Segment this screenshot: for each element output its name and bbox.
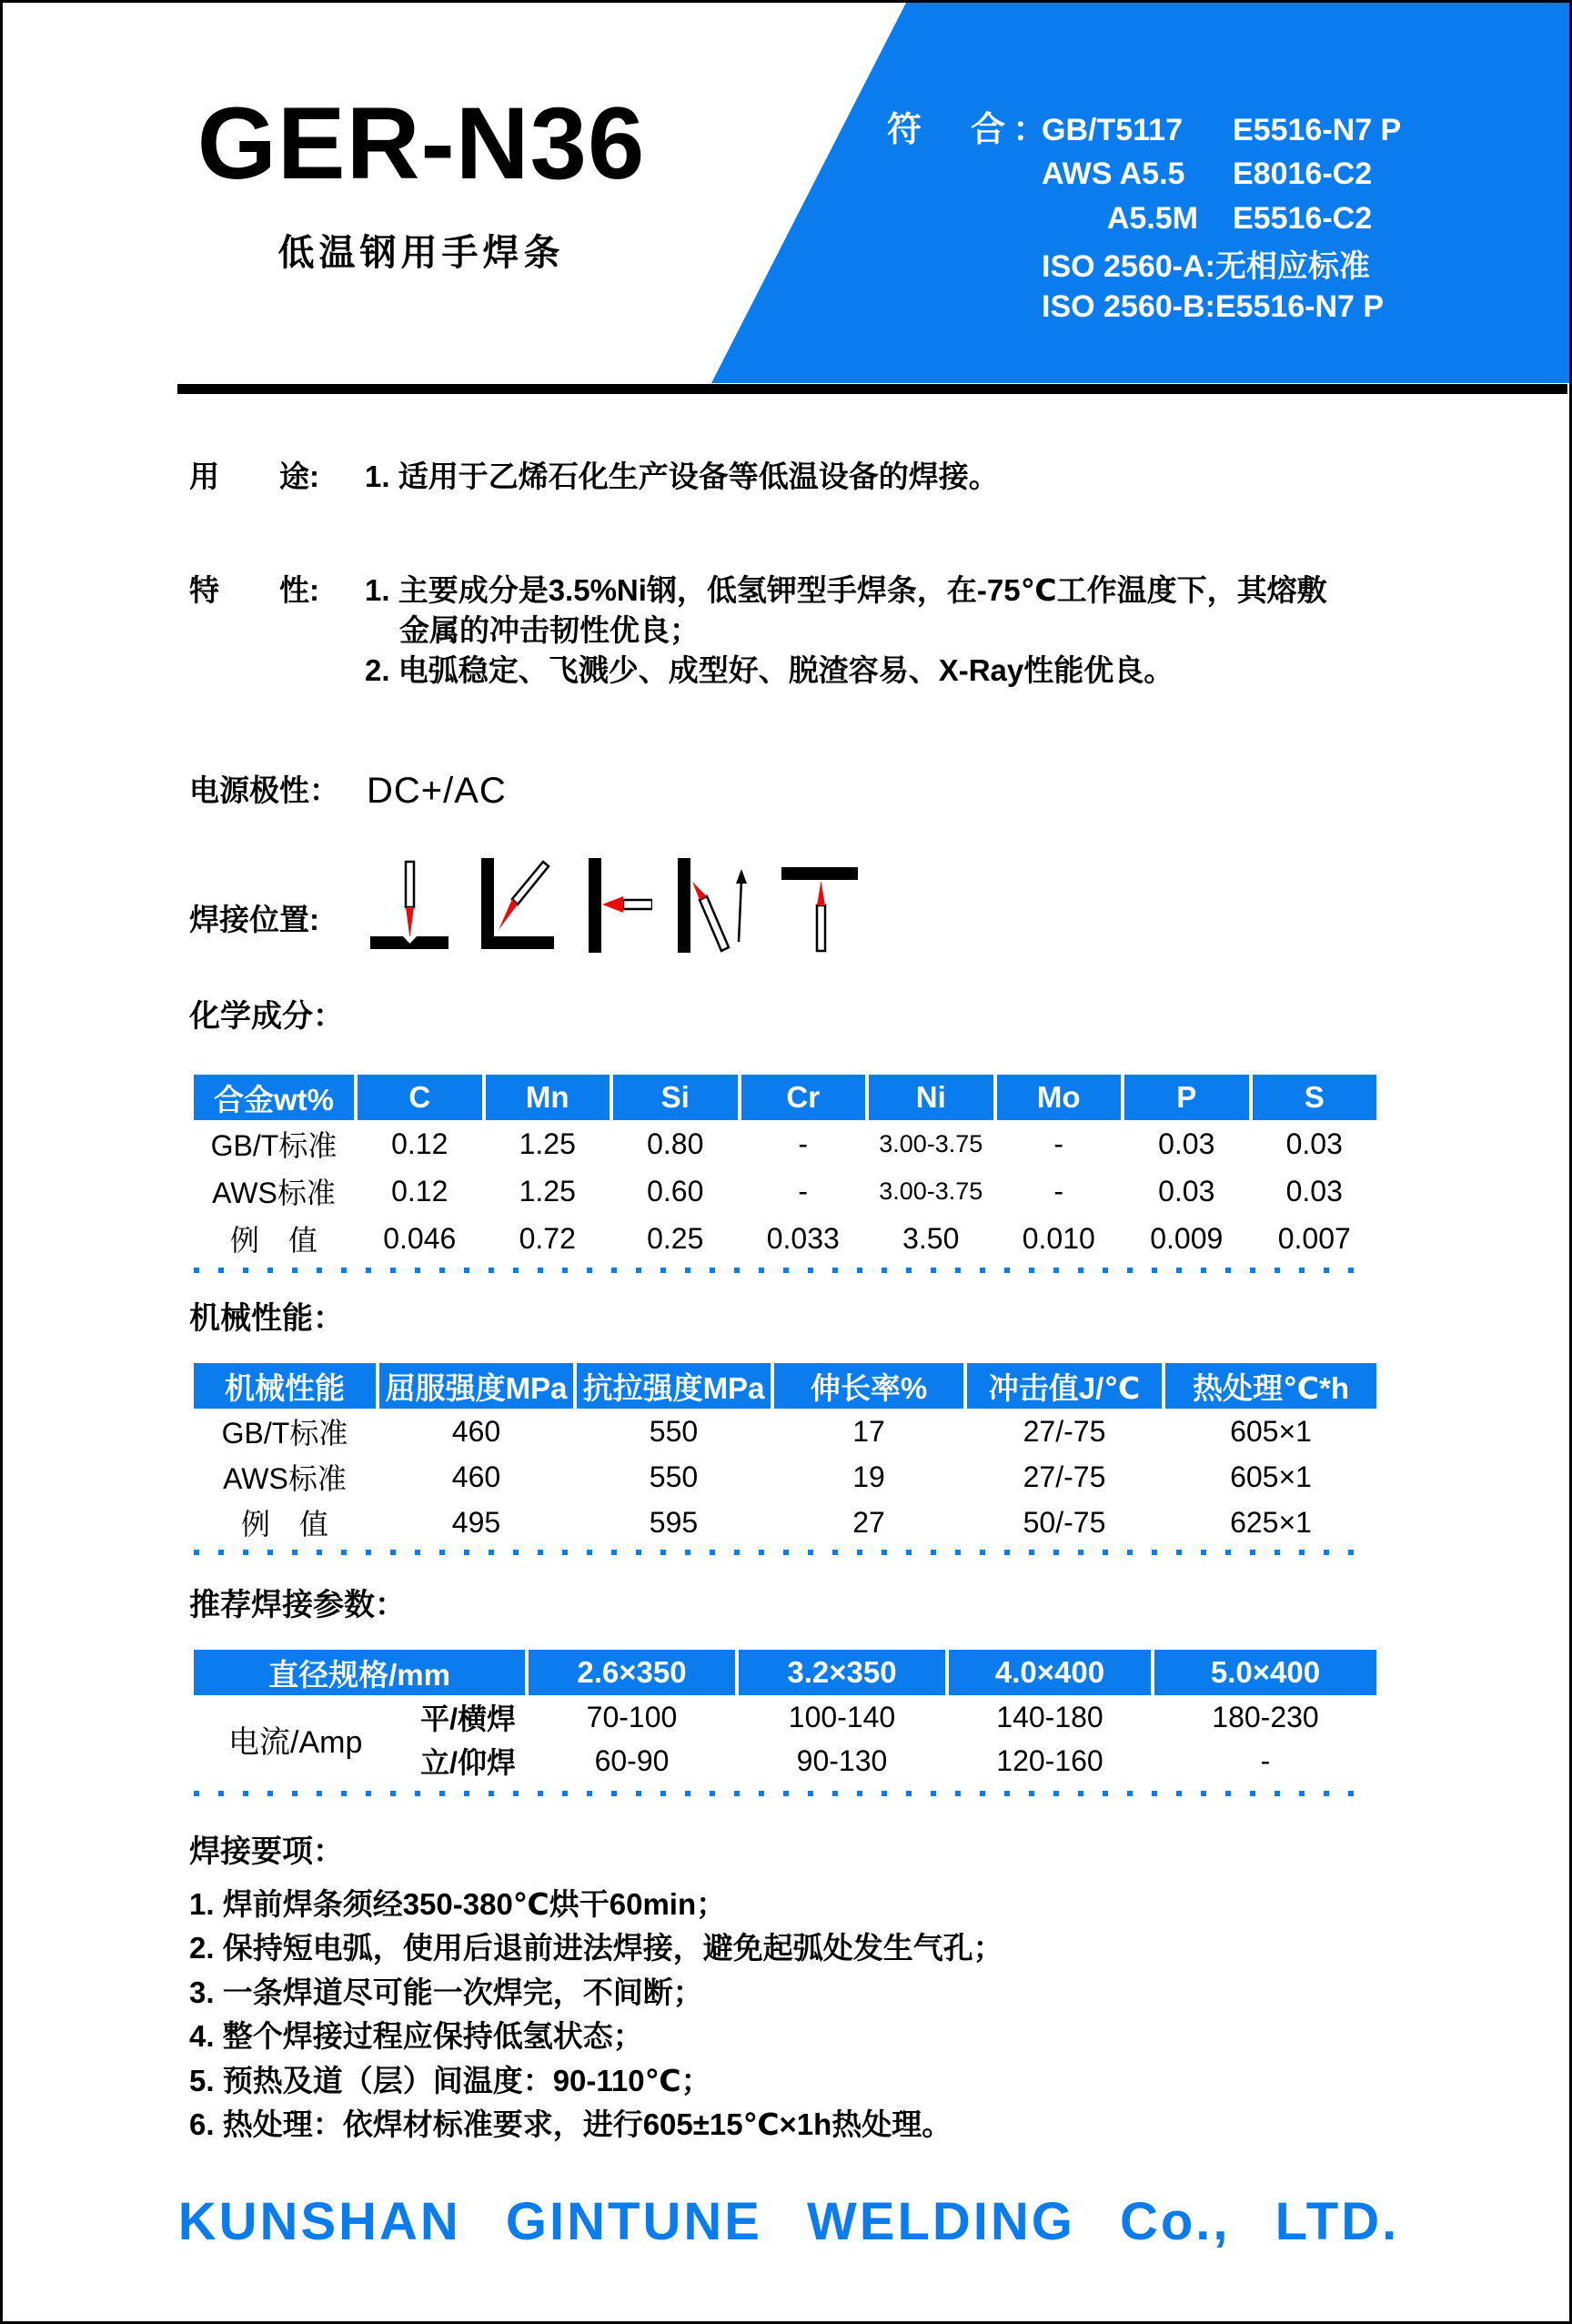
features-label: 特 性: [189, 573, 319, 607]
table-row-label: AWS标准 [212, 1177, 336, 1209]
compliance-standard: GB/T5117 [1042, 112, 1183, 147]
features-line: 金属的冲击韧性优良； [399, 613, 700, 647]
compliance-standard: ISO 2560-B:E5516-N7 P [1042, 288, 1385, 324]
table-cell: 550 [649, 1414, 699, 1448]
compliance-row [1042, 197, 1572, 241]
table-cell: 27/-75 [1023, 1460, 1106, 1493]
table-header-cell: 5.0×400 [1154, 1650, 1376, 1695]
table-cell: 550 [649, 1460, 699, 1493]
table-cell: 60-90 [594, 1743, 670, 1777]
compliance-standard: A5.5M [1106, 200, 1198, 236]
table-cell: 1.25 [519, 1174, 576, 1207]
table-cell: 27 [852, 1505, 885, 1539]
table-cell: 495 [451, 1505, 501, 1539]
table-header-cell: 2.6×350 [529, 1650, 735, 1695]
compliance-class: E5516-N7 P [1233, 112, 1402, 147]
table-header-cell: P [1124, 1075, 1249, 1120]
compliance-class: E8016-C2 [1233, 157, 1373, 192]
table-header-cell: 伸长率% [774, 1363, 963, 1409]
table-header-cell: Ni [869, 1075, 993, 1120]
table-cell: 0.03 [1285, 1174, 1343, 1207]
table-cell: - [1260, 1743, 1271, 1777]
table-cell: - [1053, 1127, 1064, 1160]
table-cell: 0.12 [391, 1174, 448, 1207]
table-header-cell: Si [613, 1075, 738, 1120]
vertical-up-weld-icon [674, 858, 758, 953]
positions-label: 焊接位置: [189, 903, 319, 936]
product-subtitle: 低温钢用手焊条 [277, 233, 565, 273]
table-row-label: 平/横焊 [420, 1703, 516, 1735]
table-cell: 605×1 [1230, 1460, 1312, 1493]
table-cell: 3.50 [902, 1221, 960, 1255]
table-row-label: 立/仰焊 [420, 1746, 516, 1779]
horizontal-weld-icon [578, 858, 652, 953]
compliance-row [1042, 108, 1572, 153]
table-cell: 17 [852, 1414, 885, 1448]
overhead-weld-icon [780, 858, 860, 953]
table-cell: 0.009 [1150, 1221, 1224, 1255]
params-dotted-divider [194, 1791, 1363, 1796]
header-divider-bar [177, 384, 1567, 394]
table-header-cell: C [358, 1075, 482, 1120]
table-cell: 1.25 [519, 1127, 576, 1160]
table-cell: 605×1 [1230, 1414, 1312, 1448]
params-table [194, 1650, 1376, 1783]
table-cell: 595 [649, 1505, 699, 1539]
table-cell: 0.046 [383, 1221, 457, 1255]
usage-text: 1. 适用于乙烯石化生产设备等低温设备的焊接。 [365, 460, 999, 493]
table-cell: 460 [451, 1460, 501, 1493]
polarity-value: DC+/AC [367, 771, 507, 811]
table-cell: 625×1 [1230, 1505, 1312, 1539]
compliance-standard: AWS A5.5 [1042, 157, 1185, 192]
table-cell: 50/-75 [1023, 1505, 1106, 1539]
compliance-standard: ISO 2560-A:无相应标准 [1042, 248, 1370, 284]
table-cell: - [798, 1174, 809, 1207]
table-cell: 180-230 [1212, 1700, 1319, 1733]
table-row-label: GB/T标准 [210, 1129, 338, 1162]
compliance-list [1042, 108, 1572, 329]
params-group-label: 电流/Amp [228, 1724, 363, 1760]
compliance-row [1042, 285, 1572, 329]
compliance-class: E5516-C2 [1233, 200, 1373, 236]
table-cell: 3.00-3.75 [879, 1129, 983, 1157]
features-text [365, 571, 1327, 691]
mech-dotted-divider [194, 1550, 1363, 1555]
table-row-label: GB/T标准 [221, 1417, 348, 1450]
compliance-label: 符 合： [887, 111, 1055, 149]
mech-table [194, 1363, 1376, 1545]
table-row-label: AWS标准 [223, 1462, 347, 1495]
note-item: 1. 焊前焊条须经350-380℃烘干60min； [189, 1886, 727, 1921]
table-cell: 0.033 [766, 1221, 840, 1255]
table-cell: 120-160 [996, 1743, 1103, 1777]
table-header-cell: 4.0×400 [949, 1650, 1151, 1695]
params-title: 推荐焊接参数： [189, 1588, 406, 1622]
table-header-cell: 3.2×350 [739, 1650, 945, 1695]
table-header-cell: 屈服强度MPa [379, 1363, 573, 1409]
company-name: KUNSHAN GINTUNE WELDING Co., LTD. [177, 2192, 1400, 2251]
table-cell: 0.007 [1277, 1221, 1351, 1255]
table-header-cell: Cr [741, 1075, 866, 1120]
notes-list [189, 1880, 1003, 2145]
table-header-cell: 机械性能 [194, 1363, 376, 1409]
table-cell: 0.03 [1285, 1127, 1343, 1160]
table-header-cell: 直径规格/mm [194, 1650, 525, 1695]
table-cell: 0.03 [1158, 1127, 1215, 1160]
table-header-cell: 冲击值J/℃ [967, 1363, 1162, 1409]
table-cell: 19 [852, 1460, 885, 1493]
table-cell: 27/-75 [1023, 1414, 1106, 1448]
fillet-weld-icon [472, 858, 556, 953]
table-cell: 70-100 [586, 1700, 678, 1733]
table-row-label: 例 值 [240, 1508, 328, 1541]
compliance-row [1042, 241, 1572, 286]
compliance-row [1042, 153, 1572, 197]
chem-dotted-divider [194, 1268, 1363, 1273]
table-cell: 0.80 [647, 1127, 704, 1160]
notes-title: 焊接要项： [189, 1834, 344, 1869]
table-cell: 90-130 [796, 1743, 888, 1777]
table-cell: 0.25 [647, 1221, 704, 1255]
table-cell: 3.00-3.75 [879, 1177, 983, 1205]
table-header-cell: Mo [997, 1075, 1122, 1120]
table-cell: 100-140 [788, 1700, 896, 1733]
table-cell: 0.03 [1158, 1174, 1215, 1207]
table-cell: 140-180 [996, 1700, 1103, 1733]
table-cell: 0.60 [647, 1174, 704, 1207]
welding-positions [368, 858, 860, 953]
usage-label: 用 途: [189, 460, 319, 493]
note-item: 2. 保持短电弧，使用后退前进法焊接，避免起弧处发生气孔； [189, 1931, 1003, 1965]
table-cell: - [1053, 1174, 1064, 1207]
note-item: 5. 预热及道（层）间温度：90-110℃； [189, 2063, 711, 2097]
table-cell: 0.12 [391, 1127, 448, 1160]
table-cell: 460 [451, 1414, 501, 1448]
note-item: 3. 一条焊道尽可能一次焊完，不间断； [189, 1975, 703, 2009]
polarity-label: 电源极性： [189, 773, 339, 807]
features-line: 1. 主要成分是3.5%Ni钢，低氢钾型手焊条，在-75℃工作温度下，其熔敷 [365, 573, 1327, 607]
table-header-cell: 合金wt% [194, 1075, 354, 1120]
chem-title: 化学成分： [189, 999, 344, 1034]
table-header-cell: 热处理℃*h [1165, 1363, 1376, 1409]
product-code: GER-N36 [196, 86, 646, 200]
table-header-cell: 抗拉强度MPa [577, 1363, 771, 1409]
note-item: 4. 整个焊接过程应保持低氢状态； [189, 2019, 643, 2054]
mech-title: 机械性能： [189, 1301, 344, 1336]
table-cell: 0.010 [1022, 1221, 1095, 1255]
features-line: 2. 电弧稳定、飞溅少、成型好、脱渣容易、X-Ray性能优良。 [365, 653, 1174, 687]
table-header-cell: Mn [486, 1075, 610, 1120]
table-row-label: 例 值 [229, 1224, 317, 1257]
flat-weld-icon [368, 858, 450, 953]
table-cell: - [798, 1127, 809, 1160]
note-item: 6. 热处理：依焊材标准要求，进行605±15℃×1h热处理。 [189, 2107, 952, 2142]
chem-table [194, 1075, 1376, 1262]
table-header-cell: S [1253, 1075, 1377, 1120]
table-cell: 0.72 [519, 1221, 576, 1255]
